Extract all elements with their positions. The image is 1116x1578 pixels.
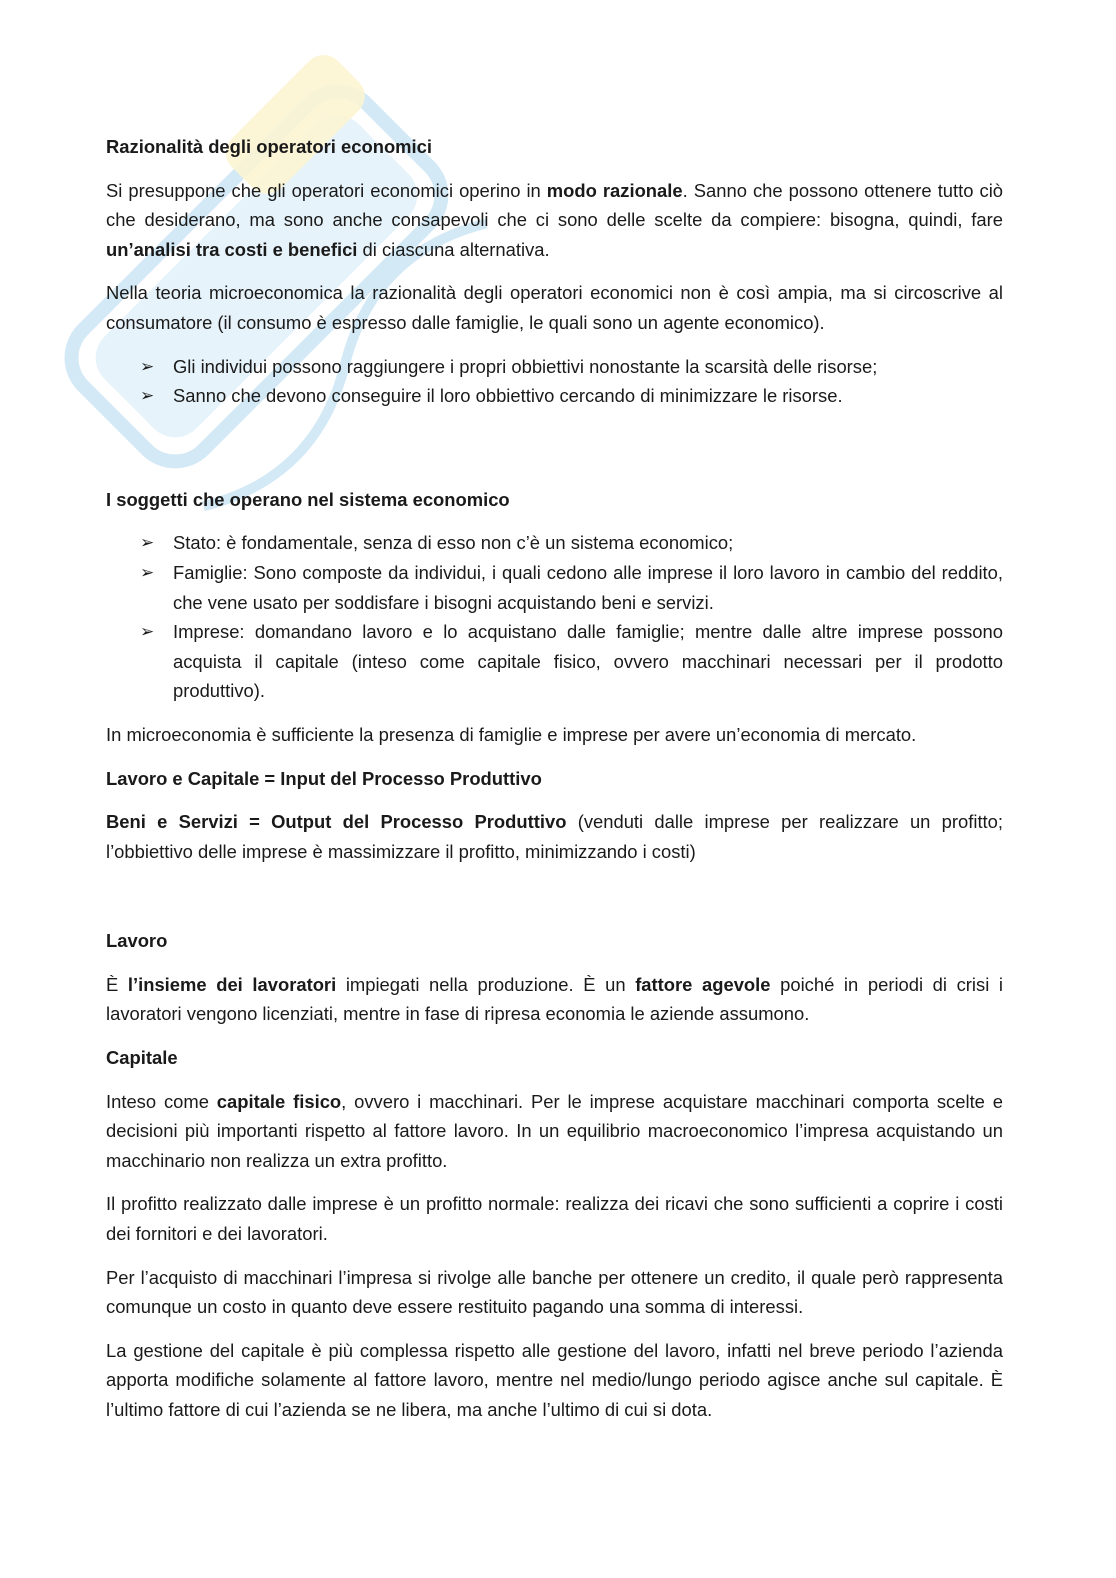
paragraph-razionalita-1: Si presuppone che gli operatori economici operino in modo razionale. Sanno che possono ottenere tutto ciò che desiderano, ma sono anche consapevoli che ci sono delle scelte da compiere: bisogna, quindi, fare un’analisi tra costi e benefici di ciascuna alternativa. <box>106 179 1004 260</box>
paragraph-lavoro: È l’insieme dei lavoratori impiegati nella produzione. È un fattore agevole poiché in periodi di crisi i lavoratori vengono licenziati, mentre in fase di ripresa economia le aziende assumono. <box>106 973 1003 1025</box>
section-title-lavoro: Lavoro <box>106 930 168 952</box>
bullet-list-razionalita <box>106 352 1003 411</box>
section-title-soggetti: I soggetti che operano nel sistema economico <box>106 488 510 510</box>
list-item: ➢ Sanno che devono conseguire il loro obbiettivo cercando di minimizzare le risorse. <box>106 381 1003 411</box>
paragraph-microeconomia: In microeconomia è sufficiente la presenza di famiglie e imprese per avere un’economia di mercato. <box>106 723 917 745</box>
list-item: ➢ Gli individui possono raggiungere i propri obbiettivi nonostante la scarsità delle risorse; <box>106 352 1003 382</box>
paragraph-capitale-1: Inteso come capitale fisico, ovvero i macchinari. Per le imprese acquistare macchinari comporta scelte e decisioni più importanti rispetto al fattore lavoro. In un equilibrio macroeconomico l’impresa acquistando un macchinario non realizza un extra profitto. <box>106 1090 1003 1171</box>
list-item: ➢ Stato: è fondamentale, senza di esso non c’è un sistema economico; <box>106 528 1003 558</box>
input-processo-produttivo: Lavoro e Capitale = Input del Processo Produttivo <box>106 767 542 789</box>
arrow-bullet-icon: ➢ <box>140 533 155 553</box>
document-page <box>106 132 1003 1425</box>
bullet-list-soggetti <box>106 528 1003 706</box>
list-item: ➢ Imprese: domandano lavoro e lo acquistano dalle famiglie; mentre dalle altre imprese possono acquista il capitale (inteso come capitale fisico, ovvero macchinari necessari per il prodotto produttivo). <box>106 617 1003 706</box>
output-processo-produttivo: Beni e Servizi = Output del Processo Produttivo (venduti dalle imprese per realizzare un profitto; l’obbiettivo delle imprese è massimizzare il profitto, minimizzando i costi) <box>106 811 1003 862</box>
arrow-bullet-icon: ➢ <box>140 386 155 406</box>
paragraph-capitale-3: Per l’acquisto di macchinari l’impresa si rivolge alle banche per ottenere un credito, il quale però rappresenta comunque un costo in quanto deve essere restituito pagando una somma di interessi. <box>106 1266 1003 1318</box>
section-title-capitale: Capitale <box>106 1047 178 1069</box>
arrow-bullet-icon: ➢ <box>140 562 155 582</box>
arrow-bullet-icon: ➢ <box>140 356 155 376</box>
section-title-razionalita: Razionalità degli operatori economici <box>106 136 432 157</box>
paragraph-capitale-2: Il profitto realizzato dalle imprese è un profitto normale: realizza dei ricavi che sono sufficienti a coprire i costi dei fornitori e dei lavoratori. <box>106 1193 1003 1245</box>
list-item: ➢ Famiglie: Sono composte da individui, i quali cedono alle imprese il loro lavoro in cambio del reddito, che vene usato per soddisfare i bisogni acquistando beni e servizi. <box>106 558 1003 617</box>
arrow-bullet-icon: ➢ <box>140 622 155 642</box>
paragraph-capitale-4: La gestione del capitale è più complessa rispetto alle gestione del lavoro, infatti nel breve periodo l’azienda apporta modifiche solamente al fattore lavoro, mentre nel medio/lungo periodo agisce anche sul capitale. È l’ultimo fattore di cui l’azienda se ne libera, ma anche l’ultimo di cui si dota. <box>106 1339 1003 1420</box>
paragraph-razionalita-2: Nella teoria microeconomica la razionalità degli operatori economici non è così ampia, ma si circoscrive al consumatore (il consumo è espresso dalle famiglie, le quali sono un agente economico). <box>106 282 1003 333</box>
